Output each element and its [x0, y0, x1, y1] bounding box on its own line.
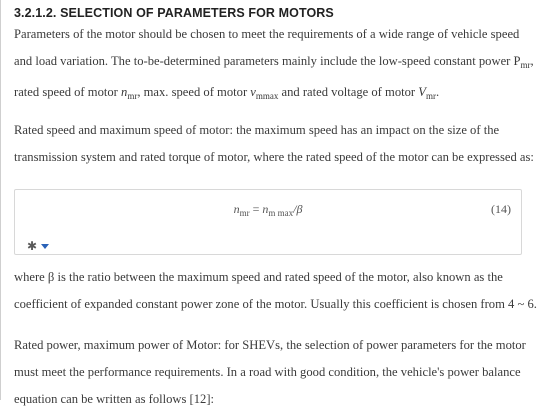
paragraph-3: [14, 264, 537, 318]
gear-icon: ✱: [27, 239, 38, 253]
vmr-subscript: mr: [425, 91, 436, 101]
vmmax-symbol: v: [250, 85, 256, 99]
text-segment: and rated voltage of motor: [278, 85, 419, 99]
equation-14: [15, 202, 521, 218]
equation-rhs-subscript: m max: [268, 208, 294, 218]
paragraph-1-line-3: [14, 79, 524, 110]
paragraph-1-line-2-text: and load variation. The to-be-determined parameters mainly include the low-speed constant power P: [14, 54, 521, 68]
paragraph-1: [14, 21, 534, 110]
text-segment: rated speed of motor: [14, 85, 122, 99]
paragraph-1-line-1: Parameters of the motor should be chosen to meet the requirements of a wide range of vehicle speed: [14, 27, 520, 41]
paragraph-1-line-2-end: ,: [530, 54, 534, 68]
paragraph-1-line-2: [14, 48, 534, 79]
pmr-subscript: mr: [520, 60, 531, 70]
paragraph-2: [14, 117, 534, 171]
equation-number: (14): [491, 202, 511, 216]
paragraph-2-line-1: Rated speed and maximum speed of motor: the maximum speed has an impact on the size of the: [14, 123, 500, 137]
paragraph-4-line-2: must meet the performance requirements. In a road with good condition, the vehicle's power balance: [14, 365, 521, 379]
text-segment: .: [435, 85, 440, 99]
paragraph-2-line-2: transmission system and rated torque of motor, where the rated speed of the motor can be expressed as:: [14, 150, 534, 164]
nmr-symbol: n: [121, 85, 128, 99]
paragraph-4-line-1: Rated power, maximum power of Motor: for SHEVs, the selection of power parameters for the motor: [14, 338, 526, 352]
chevron-down-icon: [41, 244, 49, 249]
equals-sign: =: [249, 202, 263, 216]
nmr-subscript: mr: [127, 91, 138, 101]
vmr-symbol: V: [418, 85, 426, 99]
section-heading: 3.2.1.2. SELECTION OF PARAMETERS FOR MOTORS: [14, 6, 334, 20]
paragraph-4: [14, 332, 524, 413]
equation-divisor: /β: [293, 202, 303, 216]
equation-rhs: n: [262, 202, 269, 216]
paragraph-3-line-2: coefficient of expanded constant power zone of the motor. Usually this coefficient is chosen from 4 ~ 6.: [14, 297, 537, 311]
equation-lhs-subscript: mr: [239, 208, 250, 218]
vmmax-subscript: mmax: [255, 91, 279, 101]
equation-tools-menu[interactable]: [27, 240, 49, 252]
equation-lhs: n: [233, 202, 240, 216]
paragraph-3-line-1: where β is the ratio between the maximum speed and rated speed of the motor, also known as the: [14, 270, 503, 284]
paragraph-4-line-3: equation can be written as follows [12]:: [14, 392, 215, 406]
text-segment: , max. speed of motor: [137, 85, 251, 99]
equation-box: [14, 189, 522, 255]
